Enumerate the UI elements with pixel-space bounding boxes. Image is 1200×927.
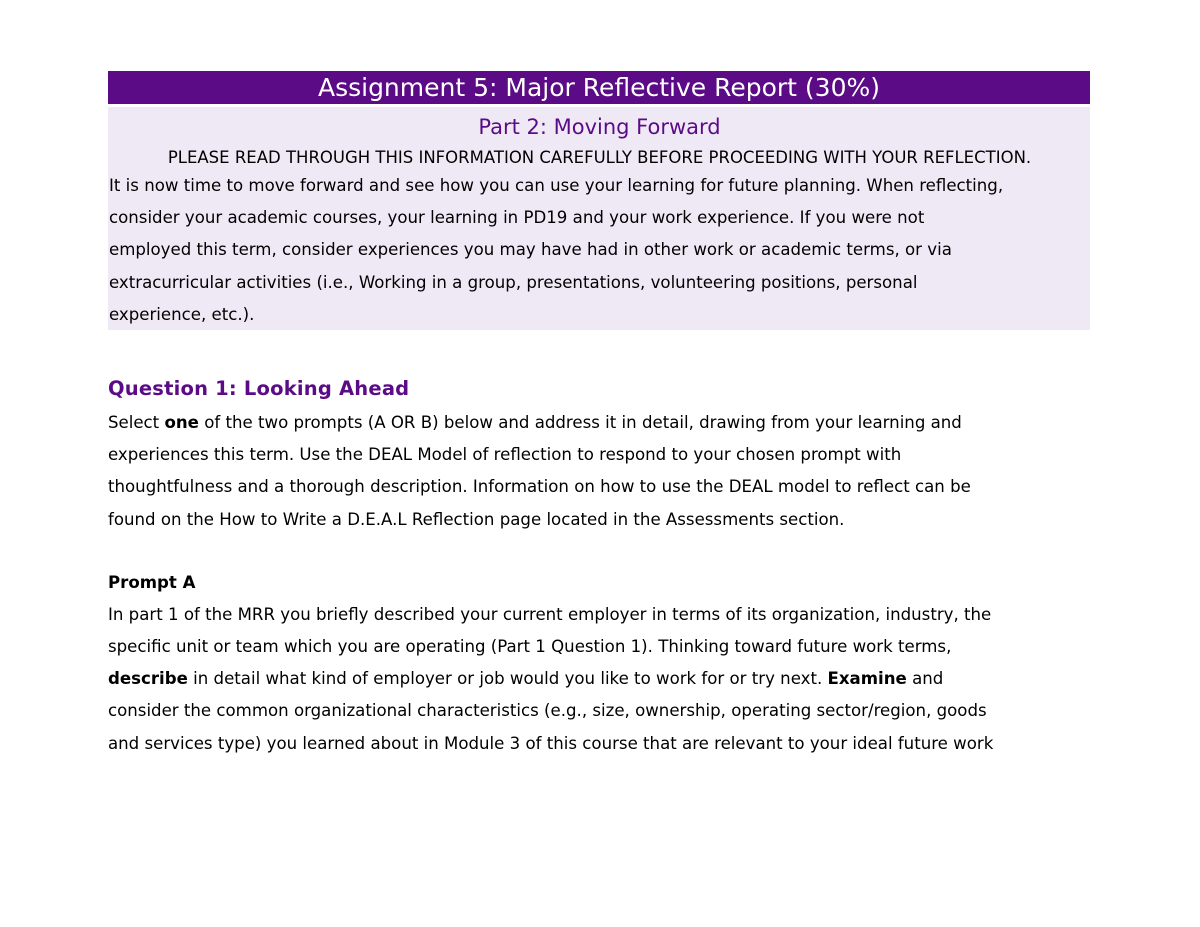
question-1-line: found on the How to Write a D.E.A.L Reflection page located in the Assessments section. [108, 509, 845, 529]
prompt-a-line: In part 1 of the MRR you briefly described your current employer in terms of its organization, industry, the [108, 604, 992, 624]
prompt-a-text: and [906, 669, 944, 689]
section-subtitle: Part 2: Moving Forward [478, 115, 721, 139]
prompt-a-line: and services type) you learned about in Module 3 of this course that are relevant to your ideal future work [108, 733, 994, 753]
intro-line: experience, etc.). [109, 304, 255, 324]
emphasis-one: one [164, 413, 199, 432]
question-1-line: experiences this term. Use the DEAL Model of reflection to respond to your chosen prompt with [108, 445, 902, 465]
prompt-a-heading: Prompt A [108, 572, 196, 592]
prompt-a-line [108, 663, 1090, 695]
question-1-text: Select [108, 413, 165, 432]
intro-line: employed this term, consider experiences you may have had in other work or academic terms, or via [109, 240, 952, 260]
emphasis-examine: Examine [827, 669, 907, 689]
document-page [108, 71, 1090, 760]
page-title: Assignment 5: Major Reflective Report (30%) [108, 71, 1090, 104]
question-1-paragraph [108, 407, 1090, 536]
prompt-a-paragraph [108, 599, 1090, 760]
read-carefully-notice: PLEASE READ THROUGH THIS INFORMATION CAREFULLY BEFORE PROCEEDING WITH YOUR REFLECTION. [167, 148, 1032, 167]
prompt-a-line: specific unit or team which you are operating (Part 1 Question 1). Thinking toward future work terms, [108, 637, 952, 657]
question-1-heading: Question 1: Looking Ahead [108, 377, 410, 400]
intro-box [108, 107, 1090, 330]
prompt-a-line: consider the common organizational characteristics (e.g., size, ownership, operating sector/region, goods [108, 701, 987, 721]
emphasis-describe: describe [108, 669, 188, 689]
prompt-a-text: in detail what kind of employer or job would you like to work for or try next. [187, 669, 828, 689]
intro-line: consider your academic courses, your learning in PD19 and your work experience. If you were not [109, 208, 925, 228]
intro-line: extracurricular activities (i.e., Working in a group, presentations, volunteering positions, personal [109, 272, 918, 292]
intro-line: It is now time to move forward and see how you can use your learning for future planning. When reflecting, [109, 176, 1004, 195]
question-1-line: thoughtfulness and a thorough description. Information on how to use the DEAL model to reflect can be [108, 477, 971, 497]
question-1-line [108, 407, 1090, 439]
intro-paragraph [109, 170, 1090, 331]
question-1-text: of the two prompts (A OR B) below and address it in detail, drawing from your learning and [198, 413, 962, 432]
